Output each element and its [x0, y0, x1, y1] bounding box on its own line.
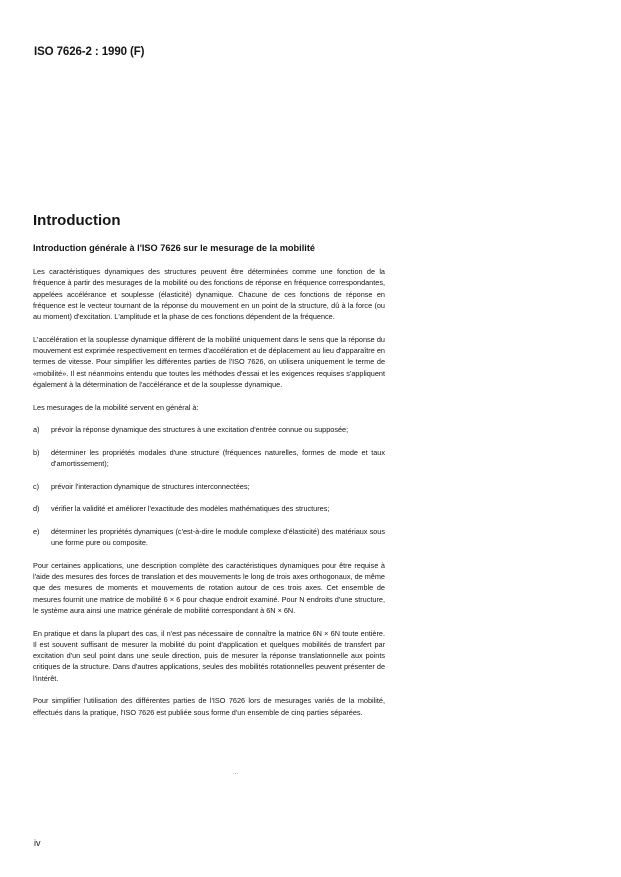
list-marker: c)	[33, 481, 40, 491]
paragraph: Pour certaines applications, une description complète des caractéristiques dynamiques pour être requise à l'aide des mesures des forces de translation et des mouvements le long de trois axes orthogonaux, de même que des mesures de moments et mouvements de rotation autour de ces trois axes. Cet ensemble de mesures fournit une matrice de mobilité 6 × 6 pour chaque endroit examiné. Pour N endroits d'une structure, le système aura ainsi une matrice générale de mobilité correspondant à 6N × 6N.	[33, 560, 385, 615]
list-marker: e)	[33, 526, 40, 536]
list-item	[33, 503, 385, 514]
list-marker: d)	[33, 504, 40, 514]
list-item-text: déterminer les propriétés modales d'une structure (fréquences naturelles, formes de mode et taux d'amortissement);	[51, 447, 385, 469]
list-item	[33, 481, 385, 492]
paragraph: Les mesurages de la mobilité servent en général à:	[33, 402, 199, 412]
uses-list	[33, 424, 385, 548]
body-text	[33, 266, 385, 729]
list-item-text: vérifier la validité et améliorer l'exactitude des modèles mathématiques des structures;	[51, 504, 330, 514]
list-item	[33, 526, 385, 549]
section-subtitle: Introduction générale à l'ISO 7626 sur le mesurage de la mobilité	[33, 243, 315, 253]
paragraph: L'accélération et la souplesse dynamique diffèrent de la mobilité uniquement dans le sens que la réponse du mouvement est exprimée respectivement en termes d'accélération et de déplacement au lieu d'apparaître en termes de vitesse. Pour simplifier les différentes parties de l'ISO 7626, on utilisera uniquement le terme de «mobilité». Il est néanmoins entendu que toutes les méthodes d'essai et les exigences requises s'appliquent également à la détermination de l'accélérance et de la souplesse dynamique.	[33, 334, 385, 389]
paragraph: En pratique et dans la plupart des cas, il n'est pas nécessaire de connaître la matrice 6N × 6N toute entière. Il est souvent suffisant de mesurer la mobilité du point d'application et quelques mobilités de transfert par excitation d'un seul point dans une seule direction, puis de mesurer la réponse translationnelle aux points critiques de la structure. Dans d'autres applications, seules des mobilités rotationnelles peuvent présenter de l'intérêt.	[33, 628, 385, 683]
separator-mark: ...	[233, 770, 239, 776]
standard-reference: ISO 7626-2 : 1990 (F)	[34, 46, 145, 58]
list-item	[33, 424, 385, 435]
list-marker: a)	[33, 425, 40, 435]
page-number: iv	[34, 838, 41, 848]
list-item-text: prévoir la réponse dynamique des structures à une excitation d'entrée connue ou supposée;	[51, 425, 349, 435]
list-marker: b)	[33, 447, 40, 457]
list-item	[33, 447, 385, 470]
list-item-text: déterminer les propriétés dynamiques (c'est-à-dire le module complexe d'élasticité) des matériaux sous une forme pure ou composite.	[51, 526, 385, 548]
section-title: Introduction	[33, 212, 121, 229]
list-item-text: prévoir l'interaction dynamique de structures interconnectées;	[51, 481, 250, 491]
paragraph: Les caractéristiques dynamiques des structures peuvent être déterminées comme une fonction de la fréquence à partir des mesurages de la mobilité ou des fonctions de réponse en fréquence correspondantes, appelées accélérance et souplesse (élasticité) dynamique. Chacune de ces fonctions de réponse en fréquence est le vecteur tournant de la réponse du mouvement en un point de la structure, dû à la force (ou au moment) d'excitation. L'amplitude et la phase de ces fonctions dépendent de la fréquence.	[33, 267, 385, 322]
paragraph: Pour simplifier l'utilisation des différentes parties de l'ISO 7626 lors de mesurages variés de la mobilité, effectués dans la pratique, l'ISO 7626 est publiée sous forme d'un ensemble de cinq parties séparées.	[33, 696, 385, 717]
